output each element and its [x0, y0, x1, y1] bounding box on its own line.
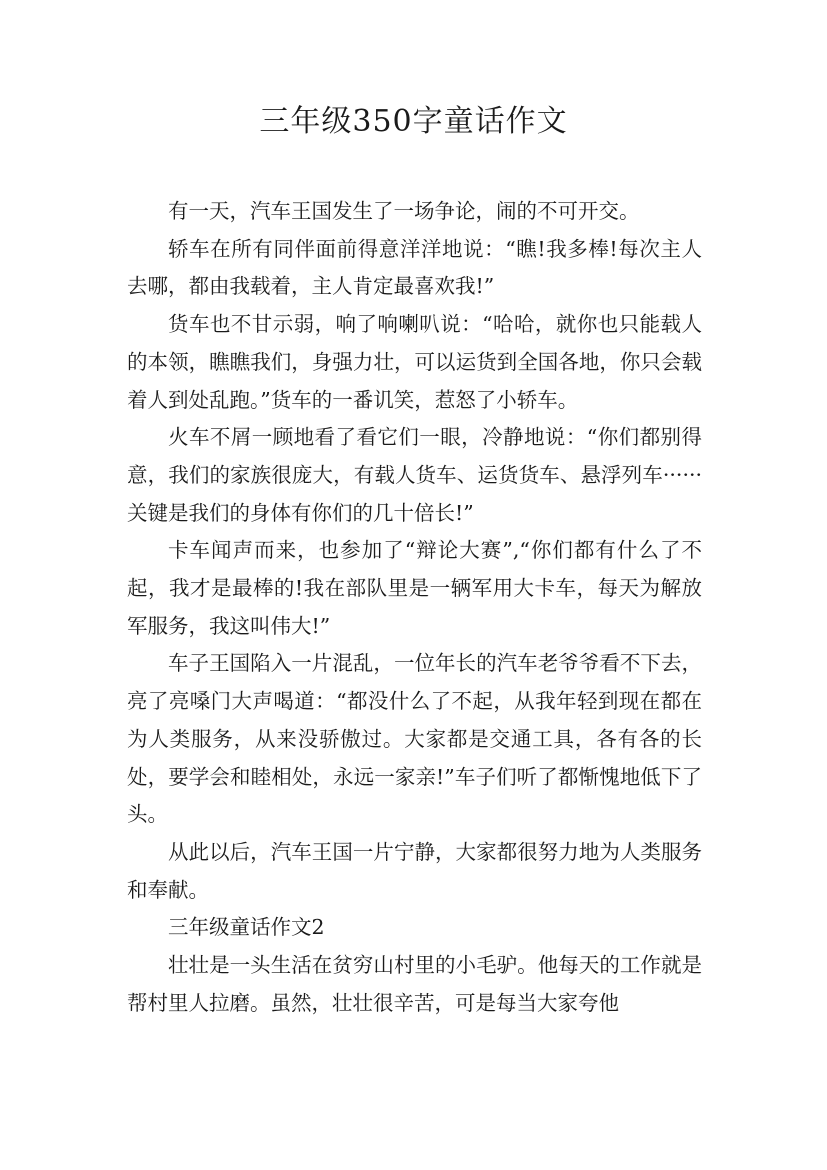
paragraph-4: 火车不屑一顾地看了看它们一眼，冷静地说：“你们都别得意，我们的家族很庞大，有载人货车、运货货车、悬浮列车······关键是我们的身体有你们的几十倍长!”	[127, 425, 702, 525]
section-2-heading: 三年级童话作文2	[168, 915, 325, 940]
document-body	[127, 193, 702, 1022]
paragraph-6: 车子王国陷入一片混乱，一位年长的汽车老爷爷看不下去，亮了亮嗓门大声喝道：“都没什么了不起，从我年轻到现在都在为人类服务，从来没骄傲过。大家都是交通工具，各有各的长处，要学会和睦相处，永远一家亲!”车子们听了都惭愧地低下了头。	[127, 651, 702, 827]
section-2-paragraph-1: 壮壮是一头生活在贫穷山村里的小毛驴。他每天的工作就是帮村里人拉磨。虽然，壮壮很辛苦，可是每当大家夸他	[127, 953, 702, 1015]
paragraph-3: 货车也不甘示弱，响了响喇叭说：“哈哈，就你也只能载人的本领，瞧瞧我们，身强力壮，可以运货到全国各地，你只会载着人到处乱跑。”货车的一番讥笑，惹怒了小轿车。	[127, 312, 702, 412]
paragraph-7: 从此以后，汽车王国一片宁静，大家都很努力地为人类服务和奉献。	[127, 839, 702, 902]
paragraph-1: 有一天，汽车王国发生了一场争论，闹的不可开交。	[168, 199, 640, 223]
paragraph-5: 卡车闻声而来，也参加了“辩论大赛”,“你们都有什么了不起，我才是最棒的!我在部队里是一辆军用大卡车，每天为解放军服务，我这叫伟大!”	[127, 538, 702, 638]
document-title: 三年级350字童话作文	[259, 104, 568, 139]
paragraph-2: 轿车在所有同伴面前得意洋洋地说：“瞧!我多棒!每次主人去哪，都由我载着，主人肯定最喜欢我!”	[127, 236, 702, 299]
